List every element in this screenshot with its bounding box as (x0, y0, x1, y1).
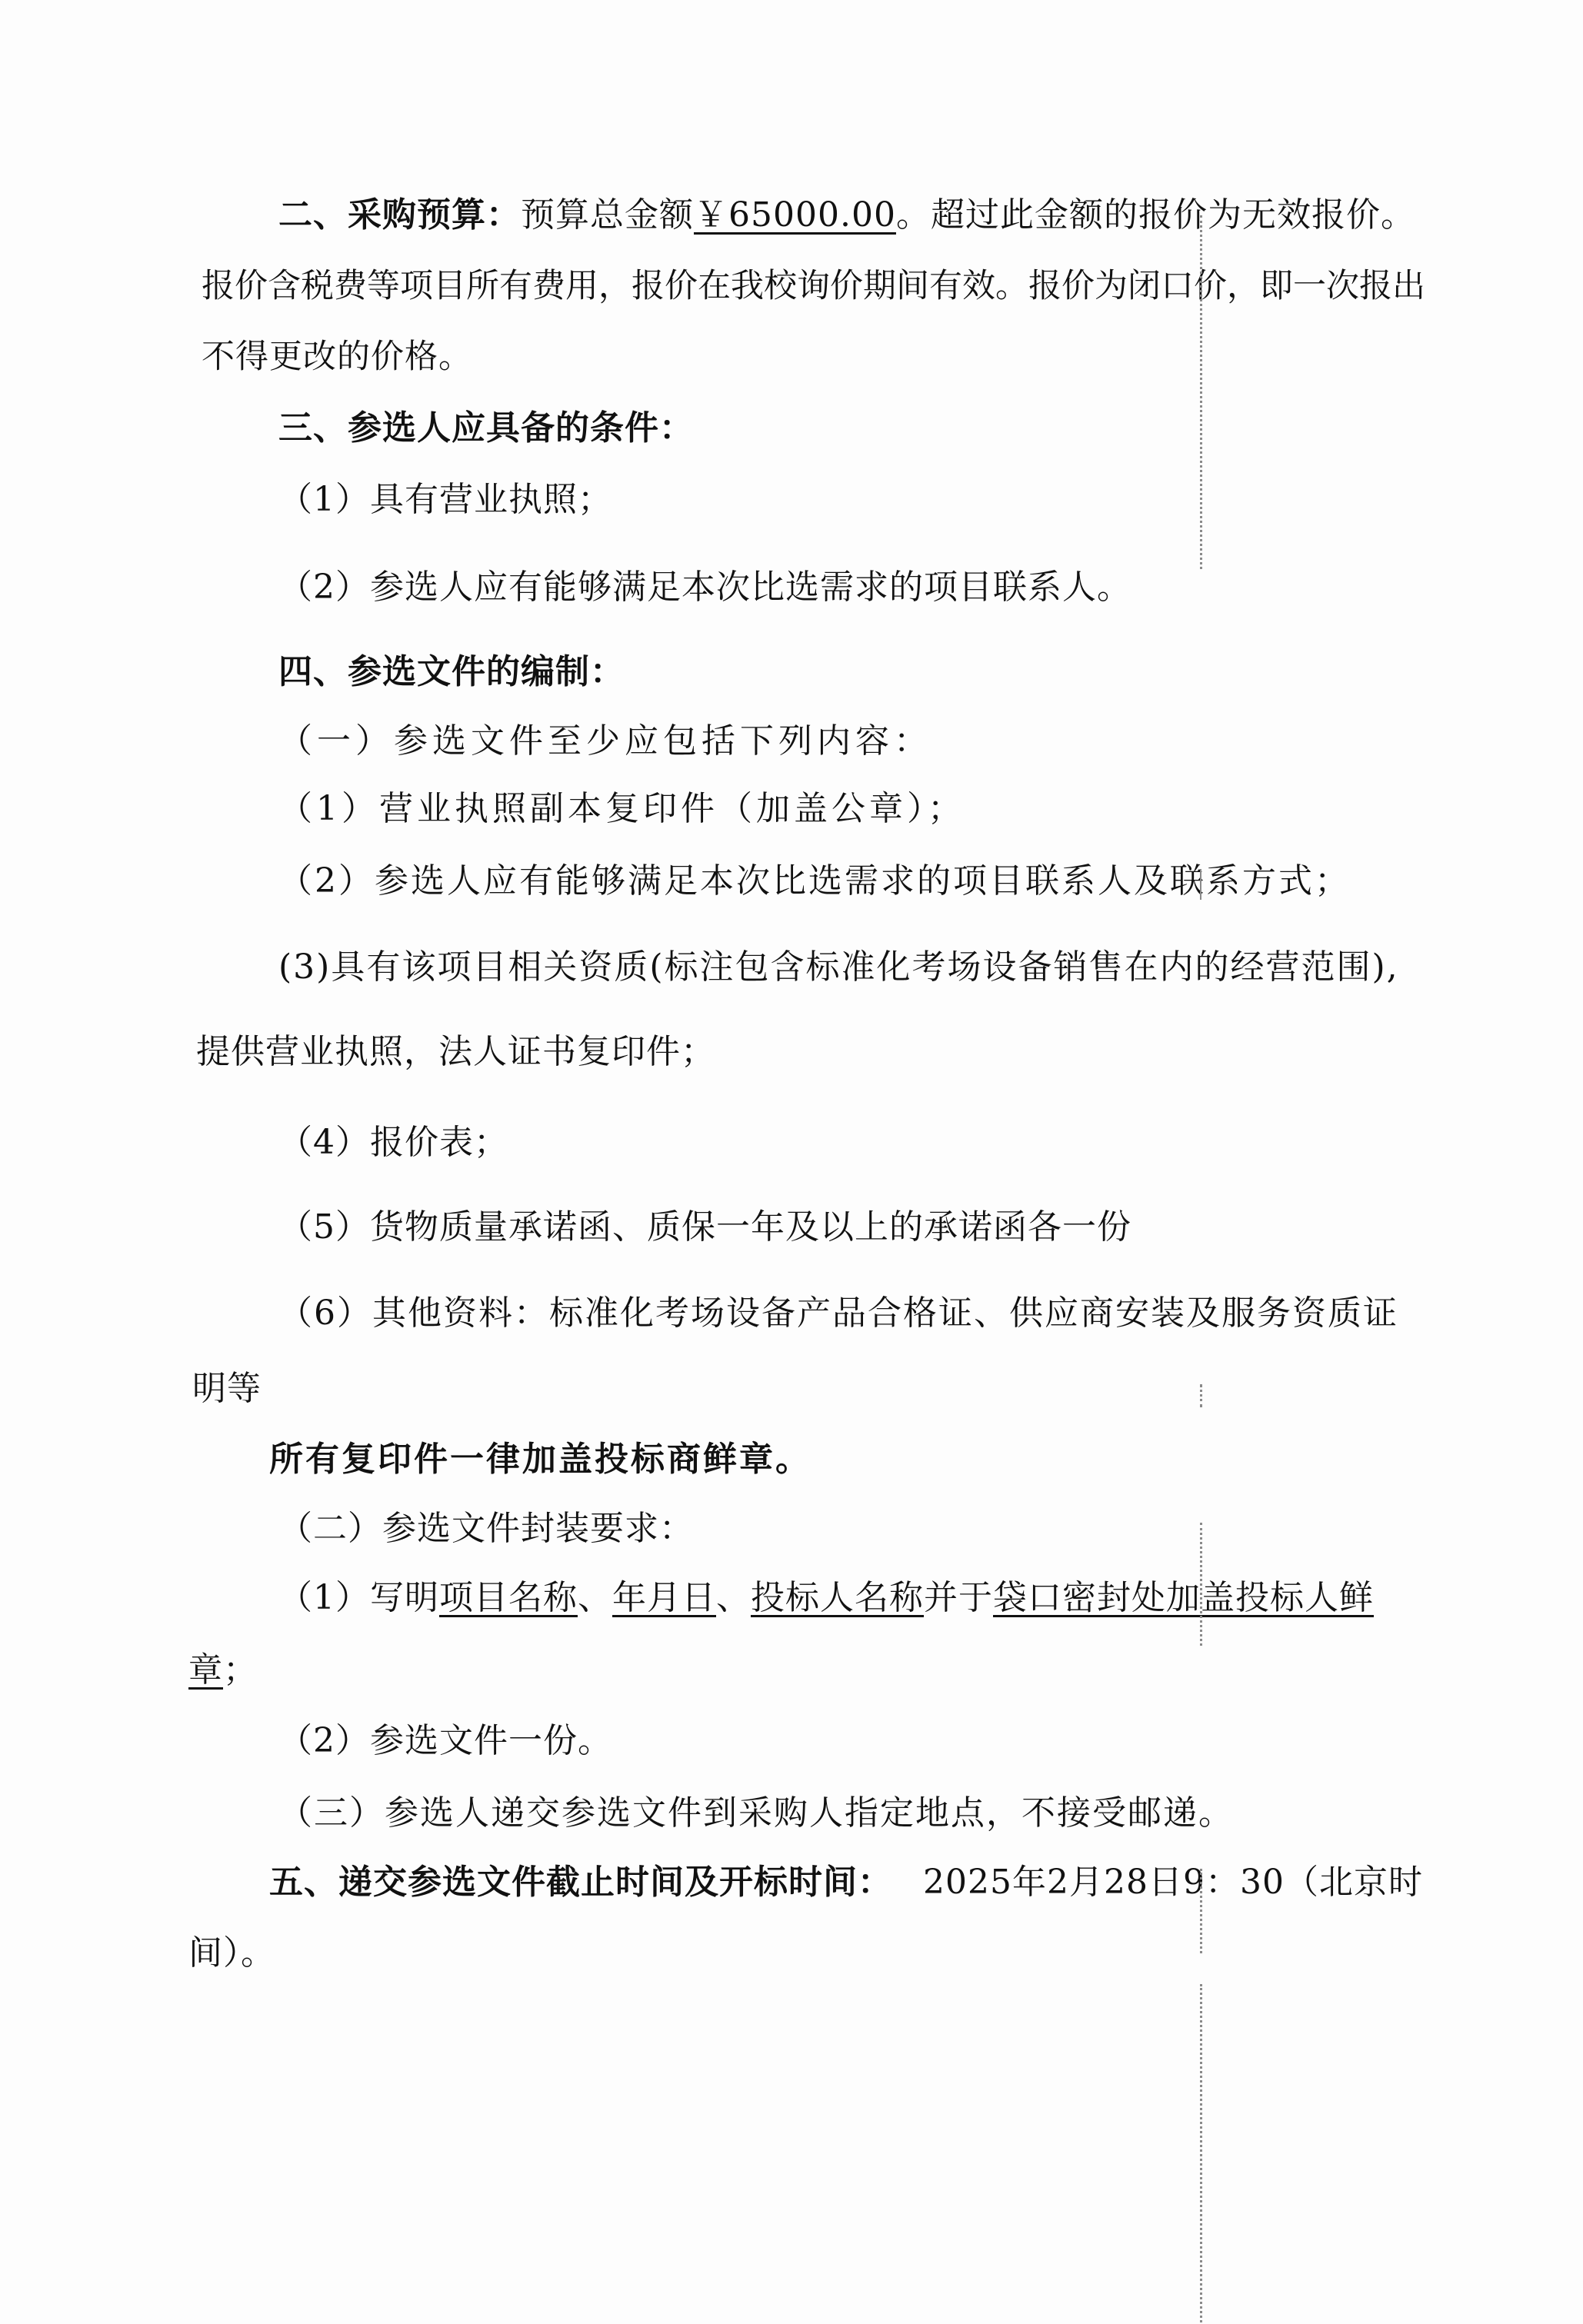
seal-mid-text: 并于 (924, 1578, 993, 1617)
seal-end: ； (223, 1650, 258, 1690)
date-field: 年月日 (612, 1578, 716, 1617)
deadline-datetime: 2025年2月28日9：30（北京时 (923, 1863, 1423, 1902)
scan-artifact-line (1200, 869, 1201, 900)
section4-item-6-cont: 明等 (192, 1369, 262, 1408)
section4-item-3-cont: 提供营业执照，法人证书复印件； (196, 1032, 715, 1071)
section2-line2: 报价含税费等项目所有费用，报价在我校询价期间有效。报价为闭口价，即一次报出 (202, 267, 1425, 305)
budget-amount: ￥65000.00 (694, 195, 896, 235)
section2-text-a: 预算总金额 (521, 195, 694, 235)
section4-item-3: (3)具有该项目相关资质(标注包含标准化考场设备销售在内的经营范围), (278, 947, 1399, 987)
section4-item-4: （4）报价表； (278, 1123, 508, 1162)
section4-part2-item-1-cont (188, 1649, 258, 1692)
section3-item-2: （2）参选人应有能够满足本次比选需求的项目联系人。 (278, 568, 1131, 607)
scan-artifact-line (1200, 1984, 1202, 2322)
section3-item-1: （1）具有营业执照； (278, 480, 612, 519)
scan-artifact-line (1200, 1869, 1202, 1953)
project-name-field: 项目名称 (439, 1578, 578, 1617)
section4-part2-title: （二）参选文件封装要求： (278, 1509, 694, 1548)
section4-heading: 四、参选文件的编制： (278, 652, 625, 691)
section4-item-5: （5）货物质量承诺函、质保一年及以上的承诺函各一份 (278, 1207, 1131, 1247)
seal-prefix: （1）写明 (278, 1578, 439, 1617)
section5-heading: 五、递交参选文件截止时间及开标时间： (269, 1863, 892, 1902)
section2-text-b: 。超过此金额的报价为无效报价。 (895, 195, 1415, 235)
section4-part2-item-1 (278, 1577, 1374, 1620)
scan-artifact-line (1200, 1523, 1202, 1646)
section2-heading: 二、采购预算： (278, 195, 521, 235)
stamp-note: 所有复印件一律加盖投标商鲜章。 (269, 1440, 811, 1479)
section4-item-6: （6）其他资料：标准化考场设备产品合格证、供应商安装及服务资质证 (278, 1294, 1398, 1333)
scan-artifact-line (1200, 1384, 1202, 1407)
bidder-name-field: 投标人名称 (751, 1578, 924, 1617)
section4-part2-item-2: （2）参选文件一份。 (278, 1721, 612, 1760)
section3-heading: 三、参选人应具备的条件： (278, 408, 694, 448)
seal-location-text: 袋口密封处加盖投标人鲜 (993, 1578, 1374, 1617)
scan-artifact-line (1200, 215, 1202, 569)
section4-part1-title: （一）参选文件至少应包括下列内容： (278, 721, 932, 761)
section4-item-1: （1）营业执照副本复印件（加盖公章）； (278, 789, 965, 828)
section5-line2: 间）。 (188, 1933, 275, 1973)
separator: 、 (716, 1578, 751, 1617)
separator: 、 (578, 1578, 612, 1617)
section5-line1 (269, 1861, 1423, 1904)
section2-line1 (278, 194, 1415, 237)
seal-word: 章 (188, 1650, 223, 1690)
section4-item-2: （2）参选人应有能够满足本次比选需求的项目联系人及联系方式； (278, 861, 1351, 901)
section2-line3: 不得更改的价格。 (202, 338, 472, 376)
section4-part3: （三）参选人递交参选文件到采购人指定地点，不接受邮递。 (278, 1793, 1234, 1833)
